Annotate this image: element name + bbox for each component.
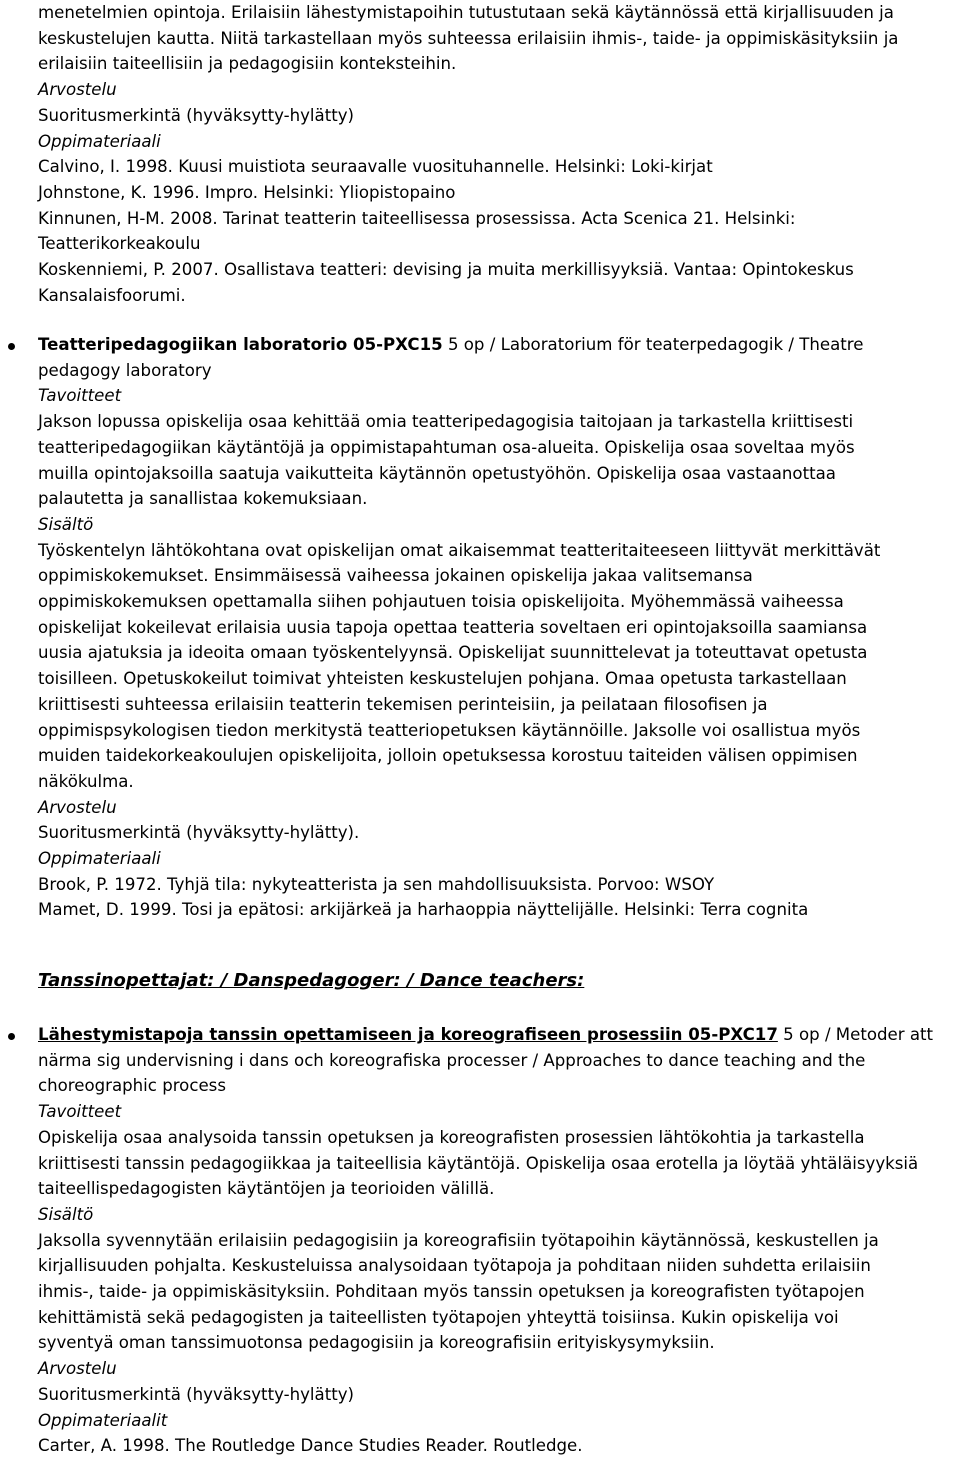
course-title-line — [38, 1022, 933, 1048]
sisalto-line: uusia ajatuksia ja ideoita omaan työskentelyynsä. Opiskelijat suunnittelevat ja toteuttavat opetusta — [38, 643, 868, 663]
sisalto-line: oppimispsykologisen tiedon merkitystä teatteriopetuksen käytännöille. Jaksolle voi osallistua myös — [38, 720, 861, 740]
course-title-line3: choreographic process — [38, 1076, 226, 1096]
course-title-line — [38, 332, 880, 358]
course-title-line2: pedagogy laboratory — [38, 360, 212, 380]
sisalto-line: toisilleen. Opetuskokeilut toimivat yhteisten keskustelujen pohjana. Omaa opetusta tarkastellaan — [38, 669, 847, 689]
material-item: Calvino, I. 1998. Kuusi muistiota seuraavalle vuosituhannelle. Helsinki: Loki-kirjat — [38, 157, 713, 177]
course-pxc17 — [38, 1022, 933, 1459]
tavoitteet-line: Opiskelija osaa analysoida tanssin opetuksen ja koreografisten prosessien lähtökohtia ja tarkastella — [38, 1127, 865, 1147]
materiaali-heading: Oppimateriaali — [38, 849, 161, 869]
material-item: Brook, P. 1972. Tyhjä tila: nykyteatterista ja sen mahdollisuuksista. Porvoo: WSOY — [38, 874, 715, 894]
sisalto-line: opiskelijat kokeilevat erilaisia uusia tapoja opettaa teatteria soveltaen eri opintojaksoilla saamiansa — [38, 617, 868, 637]
bullet-icon — [8, 343, 15, 350]
arvostelu-heading: Arvostelu — [38, 797, 117, 817]
tavoitteet-line: teatteripedagogiikan käytäntöjä ja oppimistapahtuman osa-alueita. Opiskelija osaa soveltaa myös — [38, 437, 855, 457]
material-item: Mamet, D. 1999. Tosi ja epätosi: arkijärkeä ja harhaoppia näyttelijälle. Helsinki: Terra cognita — [38, 900, 809, 920]
course-title: Teatteripedagogiikan laboratorio 05-PXC15 — [38, 335, 443, 354]
bullet-icon — [8, 1033, 15, 1040]
materiaali-heading: Oppimateriaali — [38, 131, 161, 151]
top-section — [38, 0, 898, 308]
tavoitteet-line: taiteellispedagogisten käytäntöjen ja teorioiden välillä. — [38, 1179, 495, 1199]
paragraph-line: keskustelujen kautta. Niitä tarkastellaan myös suhteessa erilaisiin ihmis-, taide- ja oppimiskäsityksiin ja — [38, 28, 899, 48]
arvostelu-text: Suoritusmerkintä (hyväksytty-hylätty). — [38, 823, 360, 843]
arvostelu-heading: Arvostelu — [38, 1359, 117, 1379]
arvostelu-text: Suoritusmerkintä (hyväksytty-hylätty) — [38, 105, 355, 125]
tavoitteet-heading: Tavoitteet — [38, 386, 122, 406]
course-title-rest: 5 op / Metoder att — [777, 1025, 934, 1044]
sisalto-heading: Sisältö — [38, 1204, 94, 1224]
material-item: Carter, A. 1998. The Routledge Dance Studies Reader. Routledge. — [38, 1436, 583, 1456]
sisalto-line: oppimiskokemuksen opettamalla siihen pohjautuen toisia opiskelijoita. Myöhemmässä vaiheessa — [38, 592, 844, 612]
sisalto-line: näkökulma. — [38, 771, 134, 791]
paragraph-line: erilaisiin taiteellisiin ja pedagogisiin konteksteihin. — [38, 54, 457, 74]
course-title: Lähestymistapoja tanssin opettamiseen ja koreografiseen prosessiin 05-PXC17 — [38, 1025, 778, 1044]
tavoitteet-line: Jakson lopussa opiskelija osaa kehittää omia teatteripedagogisia taitojaan ja tarkastella kriittisesti — [38, 412, 854, 432]
material-item: Johnstone, K. 1996. Impro. Helsinki: Yliopistopaino — [38, 182, 456, 202]
sisalto-line: Työskentelyn lähtökohtana ovat opiskelijan omat aikaisemmat teatteritaiteeseen liittyvät merkittävät — [38, 540, 881, 560]
course-title-rest: 5 op / Laboratorium för teaterpedagogik / Theatre — [442, 335, 864, 354]
sisalto-line: syventyä oman tanssimuotonsa pedagogisiin ja koreografisiin erityiskysymyksiin. — [38, 1333, 715, 1353]
sisalto-line: Jaksolla syvennytään erilaisiin pedagogisiin ja koreografisiin työtapoihin käytännössä, keskustellen ja — [38, 1230, 879, 1250]
sisalto-line: kriittisesti suhteessa erilaisiin teatterin tekemisen perinteisiin, ja peilataan filosofisen ja — [38, 694, 768, 714]
sisalto-line: oppimiskokemukset. Ensimmäisessä vaiheessa jokainen opiskelija jakaa valitsemansa — [38, 566, 753, 586]
course-title-line2: närma sig undervisning i dans och koreografiska processer / Approaches to dance teaching and the — [38, 1050, 866, 1070]
section-heading: Tanssinopettajat: / Danspedagoger: / Dance teachers: — [38, 970, 585, 991]
course-pxc15 — [38, 332, 880, 923]
material-item: Kinnunen, H-M. 2008. Tarinat teatterin taiteellisessa prosessissa. Acta Scenica 21. Helsinki: — [38, 208, 796, 228]
sisalto-line: kirjallisuuden pohjalta. Keskusteluissa analysoidaan työtapoja ja pohditaan niiden suhdetta erilaisiin — [38, 1256, 871, 1276]
tavoitteet-heading: Tavoitteet — [38, 1102, 122, 1122]
paragraph-line: menetelmien opintoja. Erilaisiin lähestymistapoihin tutustutaan sekä käytännössä että kirjallisuuden ja — [38, 3, 894, 22]
arvostelu-text: Suoritusmerkintä (hyväksytty-hylätty) — [38, 1384, 355, 1404]
sisalto-line: kehittämistä sekä pedagogisten ja taiteellisten työtapojen yhteyttä toisiinsa. Kukin opiskelija voi — [38, 1307, 839, 1327]
tavoitteet-line: muilla opintojaksoilla saatuja vaikutteita käytännön opetustyöhön. Opiskelija osaa vastaanottaa — [38, 463, 836, 483]
sisalto-line: ihmis-, taide- ja oppimiskäsityksiin. Pohditaan myös tanssin opetuksen ja koreografisten työtapojen — [38, 1282, 865, 1302]
material-item: Teatterikorkeakoulu — [38, 234, 201, 254]
tavoitteet-line: kriittisesti tanssin pedagogiikkaa ja taiteellisia käytäntöjä. Opiskelija osaa erotella ja löytää yhtäläisyyksiä — [38, 1153, 919, 1173]
tavoitteet-line: palautetta ja sanallistaa kokemuksiaan. — [38, 489, 368, 509]
sisalto-line: muiden taidekorkeakoulujen opiskelijoita, jolloin opetuksessa korostuu taiteiden välisen oppimisen — [38, 746, 858, 766]
material-item: Koskenniemi, P. 2007. Osallistava teatteri: devising ja muita merkillisyyksiä. Vantaa: Opintokeskus — [38, 260, 854, 280]
arvostelu-heading: Arvostelu — [38, 80, 117, 100]
material-item: Kansalaisfoorumi. — [38, 285, 186, 305]
materiaali-heading: Oppimateriaalit — [38, 1410, 168, 1430]
sisalto-heading: Sisältö — [38, 514, 94, 534]
